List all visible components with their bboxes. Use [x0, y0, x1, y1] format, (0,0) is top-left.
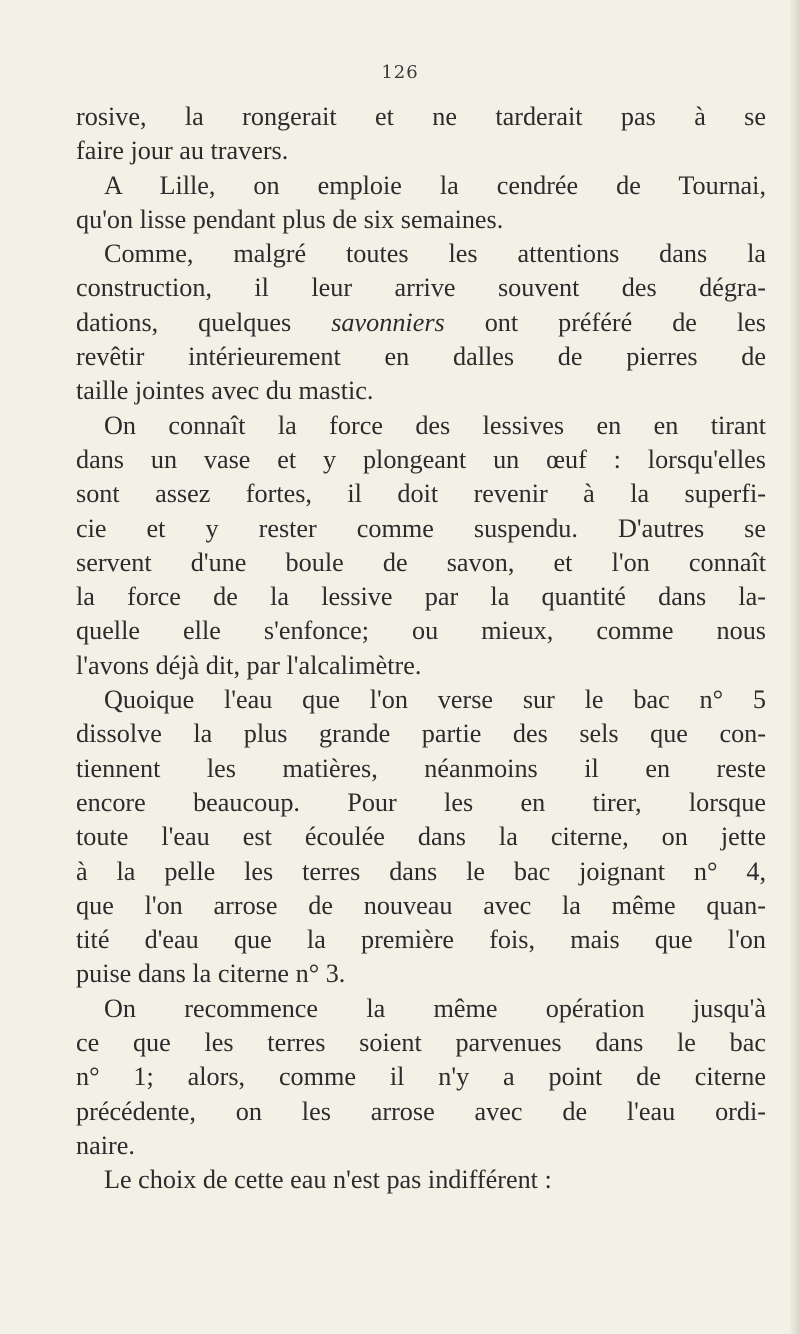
text-line: construction, il leur arrive souvent des dégra- [76, 273, 766, 303]
text-line: quelle elle s'enfonce; ou mieux, comme nous [76, 616, 766, 646]
text-line: servent d'une boule de savon, et l'on connaît [76, 547, 766, 577]
text-line: Comme, malgré toutes les attentions dans la [104, 239, 766, 269]
text-line: cie et y rester comme suspendu. D'autres se [76, 513, 766, 543]
text-line: revêtir intérieurement en dalles de pierres de [76, 342, 766, 372]
text-line: Quoique l'eau que l'on verse sur le bac n° 5 [104, 685, 766, 715]
page-edge [790, 0, 800, 1334]
text-line: rosive, la rongerait et ne tarderait pas à se [76, 102, 766, 131]
text-segment: dations, quelques [76, 307, 332, 337]
text-line: On connaît la force des lessives en en tirant [104, 410, 766, 440]
text-line: puise dans la citerne n° 3. [76, 959, 346, 989]
text-line: encore beaucoup. Pour les en tirer, lorsque [76, 787, 766, 817]
text-line: naire. [76, 1130, 135, 1160]
text-line: A Lille, on emploie la cendrée de Tournai, [104, 170, 766, 200]
text-line: taille jointes avec du mastic. [76, 376, 374, 406]
text-line: précédente, on les arrose avec de l'eau ordi- [76, 1096, 766, 1126]
text-line: la force de la lessive par la quantité dans la- [76, 582, 766, 612]
text-line: tiennent les matières, néanmoins il en reste [76, 753, 766, 783]
page-number: 126 [381, 62, 419, 83]
text-line: ce que les terres soient parvenues dans le bac [76, 1028, 766, 1058]
italic-term: savonniers [331, 307, 445, 337]
text-segment: ont préféré de les [444, 307, 766, 337]
text-line: que l'on arrose de nouveau avec la même quan- [76, 890, 766, 920]
text-line: Le choix de cette eau n'est pas indifférent : [104, 1165, 552, 1195]
text-line: qu'on lisse pendant plus de six semaines. [76, 204, 504, 234]
text-line [76, 306, 766, 340]
body-text [76, 100, 766, 1198]
text-line: n° 1; alors, comme il n'y a point de citerne [76, 1062, 766, 1092]
text-line: à la pelle les terres dans le bac joignant n° 4, [76, 856, 766, 886]
text-line: On recommence la même opération jusqu'à [104, 993, 766, 1023]
text-line: sont assez fortes, il doit revenir à la superfi- [76, 479, 766, 509]
text-line: dans un vase et y plongeant un œuf : lorsqu'elles [76, 444, 766, 474]
text-line: faire jour au travers. [76, 136, 289, 166]
text-line: toute l'eau est écoulée dans la citerne, on jette [76, 822, 766, 852]
text-line: tité d'eau que la première fois, mais que l'on [76, 925, 766, 955]
text-line: dissolve la plus grande partie des sels que con- [76, 719, 766, 749]
text-line: l'avons déjà dit, par l'alcalimètre. [76, 650, 422, 680]
